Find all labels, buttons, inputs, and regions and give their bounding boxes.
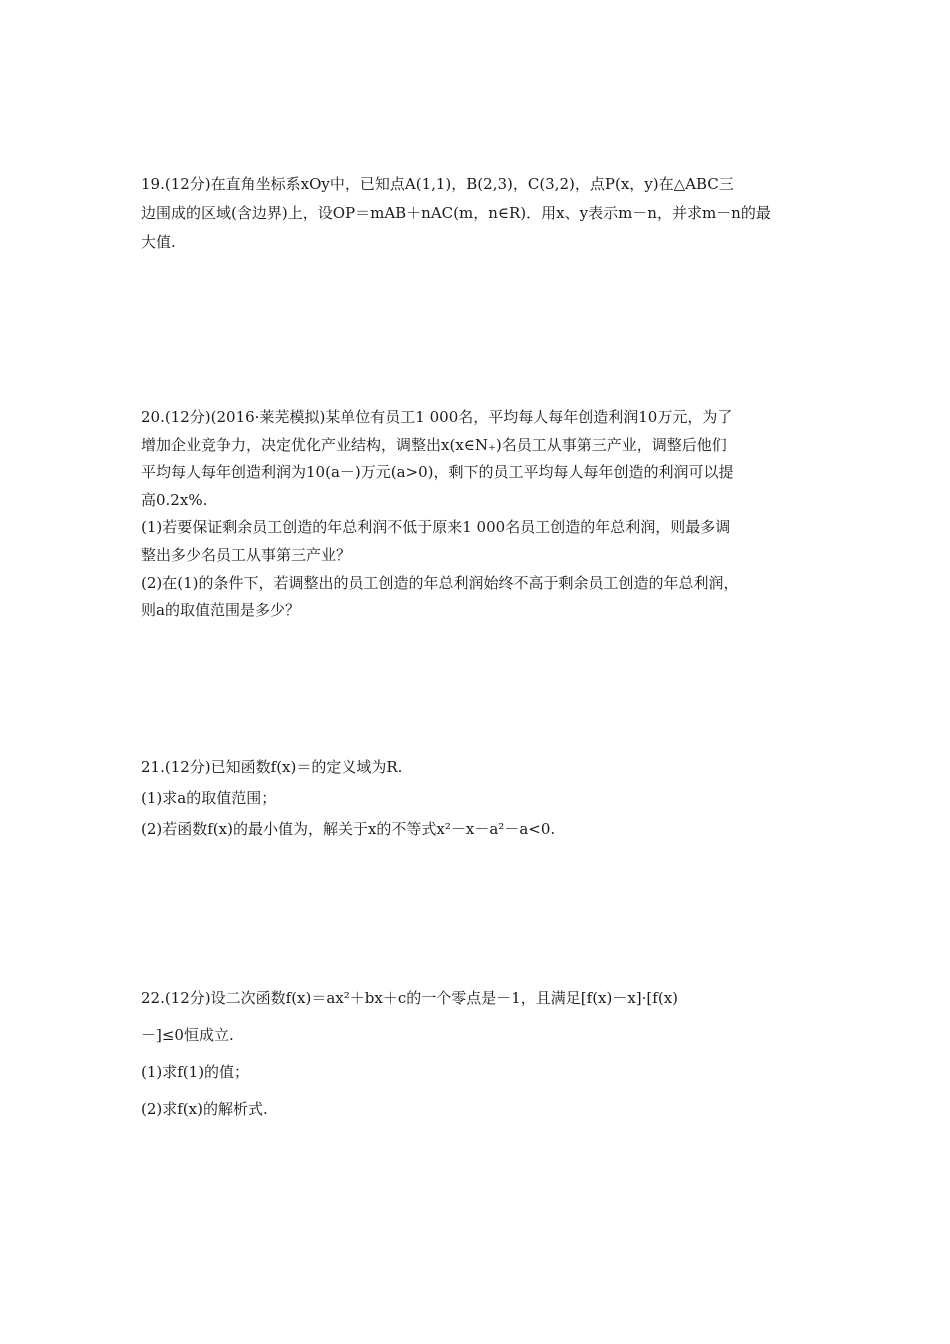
problem-19-line: 边围成的区域(含边界)上，设OP＝mAB＋nAC(m，n∈R)．用x、y表示m－n，并求m－n的最	[141, 204, 771, 222]
problem-21-line: (2)若函数f(x)的最小值为，解关于x的不等式x²－x－a²－a<0.	[141, 820, 556, 838]
problem-20-line: (2)在(1)的条件下，若调整出的员工创造的年总利润始终不高于剩余员工创造的年总利润，	[141, 573, 739, 592]
problem-22	[141, 980, 811, 1128]
problem-20-line: 则a的取值范围是多少？	[141, 601, 300, 620]
problem-20-line: 高0.2x%.	[141, 490, 208, 509]
problem-19-line: 大值.	[141, 233, 176, 251]
problem-22-line: (1)求f(1)的值；	[141, 1063, 250, 1081]
problem-20-line: 平均每人每年创造利润为10(a－)万元(a>0)，剩下的员工平均每人每年创造的利润可以提	[141, 463, 734, 482]
problem-19-line: 19.(12分)在直角坐标系xOy中，已知点A(1,1)，B(2,3)，C(3,2)，点P(x，y)在△ABC三	[141, 175, 734, 193]
problem-20	[141, 404, 811, 625]
problem-22-line: 22.(12分)设二次函数f(x)＝ax²＋bx＋c的一个零点是－1，且满足[f(x)－x]·[f(x)	[141, 989, 678, 1007]
problem-21-line: 21.(12分)已知函数f(x)＝的定义域为R.	[141, 758, 403, 776]
problem-21-line: (1)求a的取值范围；	[141, 789, 277, 807]
problem-20-line: 增加企业竞争力，决定优化产业结构，调整出x(x∈N₊)名员工从事第三产业，调整后他们	[141, 435, 727, 454]
problem-21	[141, 752, 811, 845]
problem-22-line: －]≤0恒成立.	[141, 1026, 234, 1044]
problem-19	[141, 170, 811, 257]
problem-22-line: (2)求f(x)的解析式.	[141, 1100, 268, 1118]
problem-20-line: 20.(12分)(2016·莱芜模拟)某单位有员工1 000名，平均每人每年创造利润10万元，为了	[141, 408, 733, 426]
problem-20-line: (1)若要保证剩余员工创造的年总利润不低于原来1 000名员工创造的年总利润，则最多调	[141, 518, 731, 537]
problem-20-line: 整出多少名员工从事第三产业？	[141, 545, 352, 564]
